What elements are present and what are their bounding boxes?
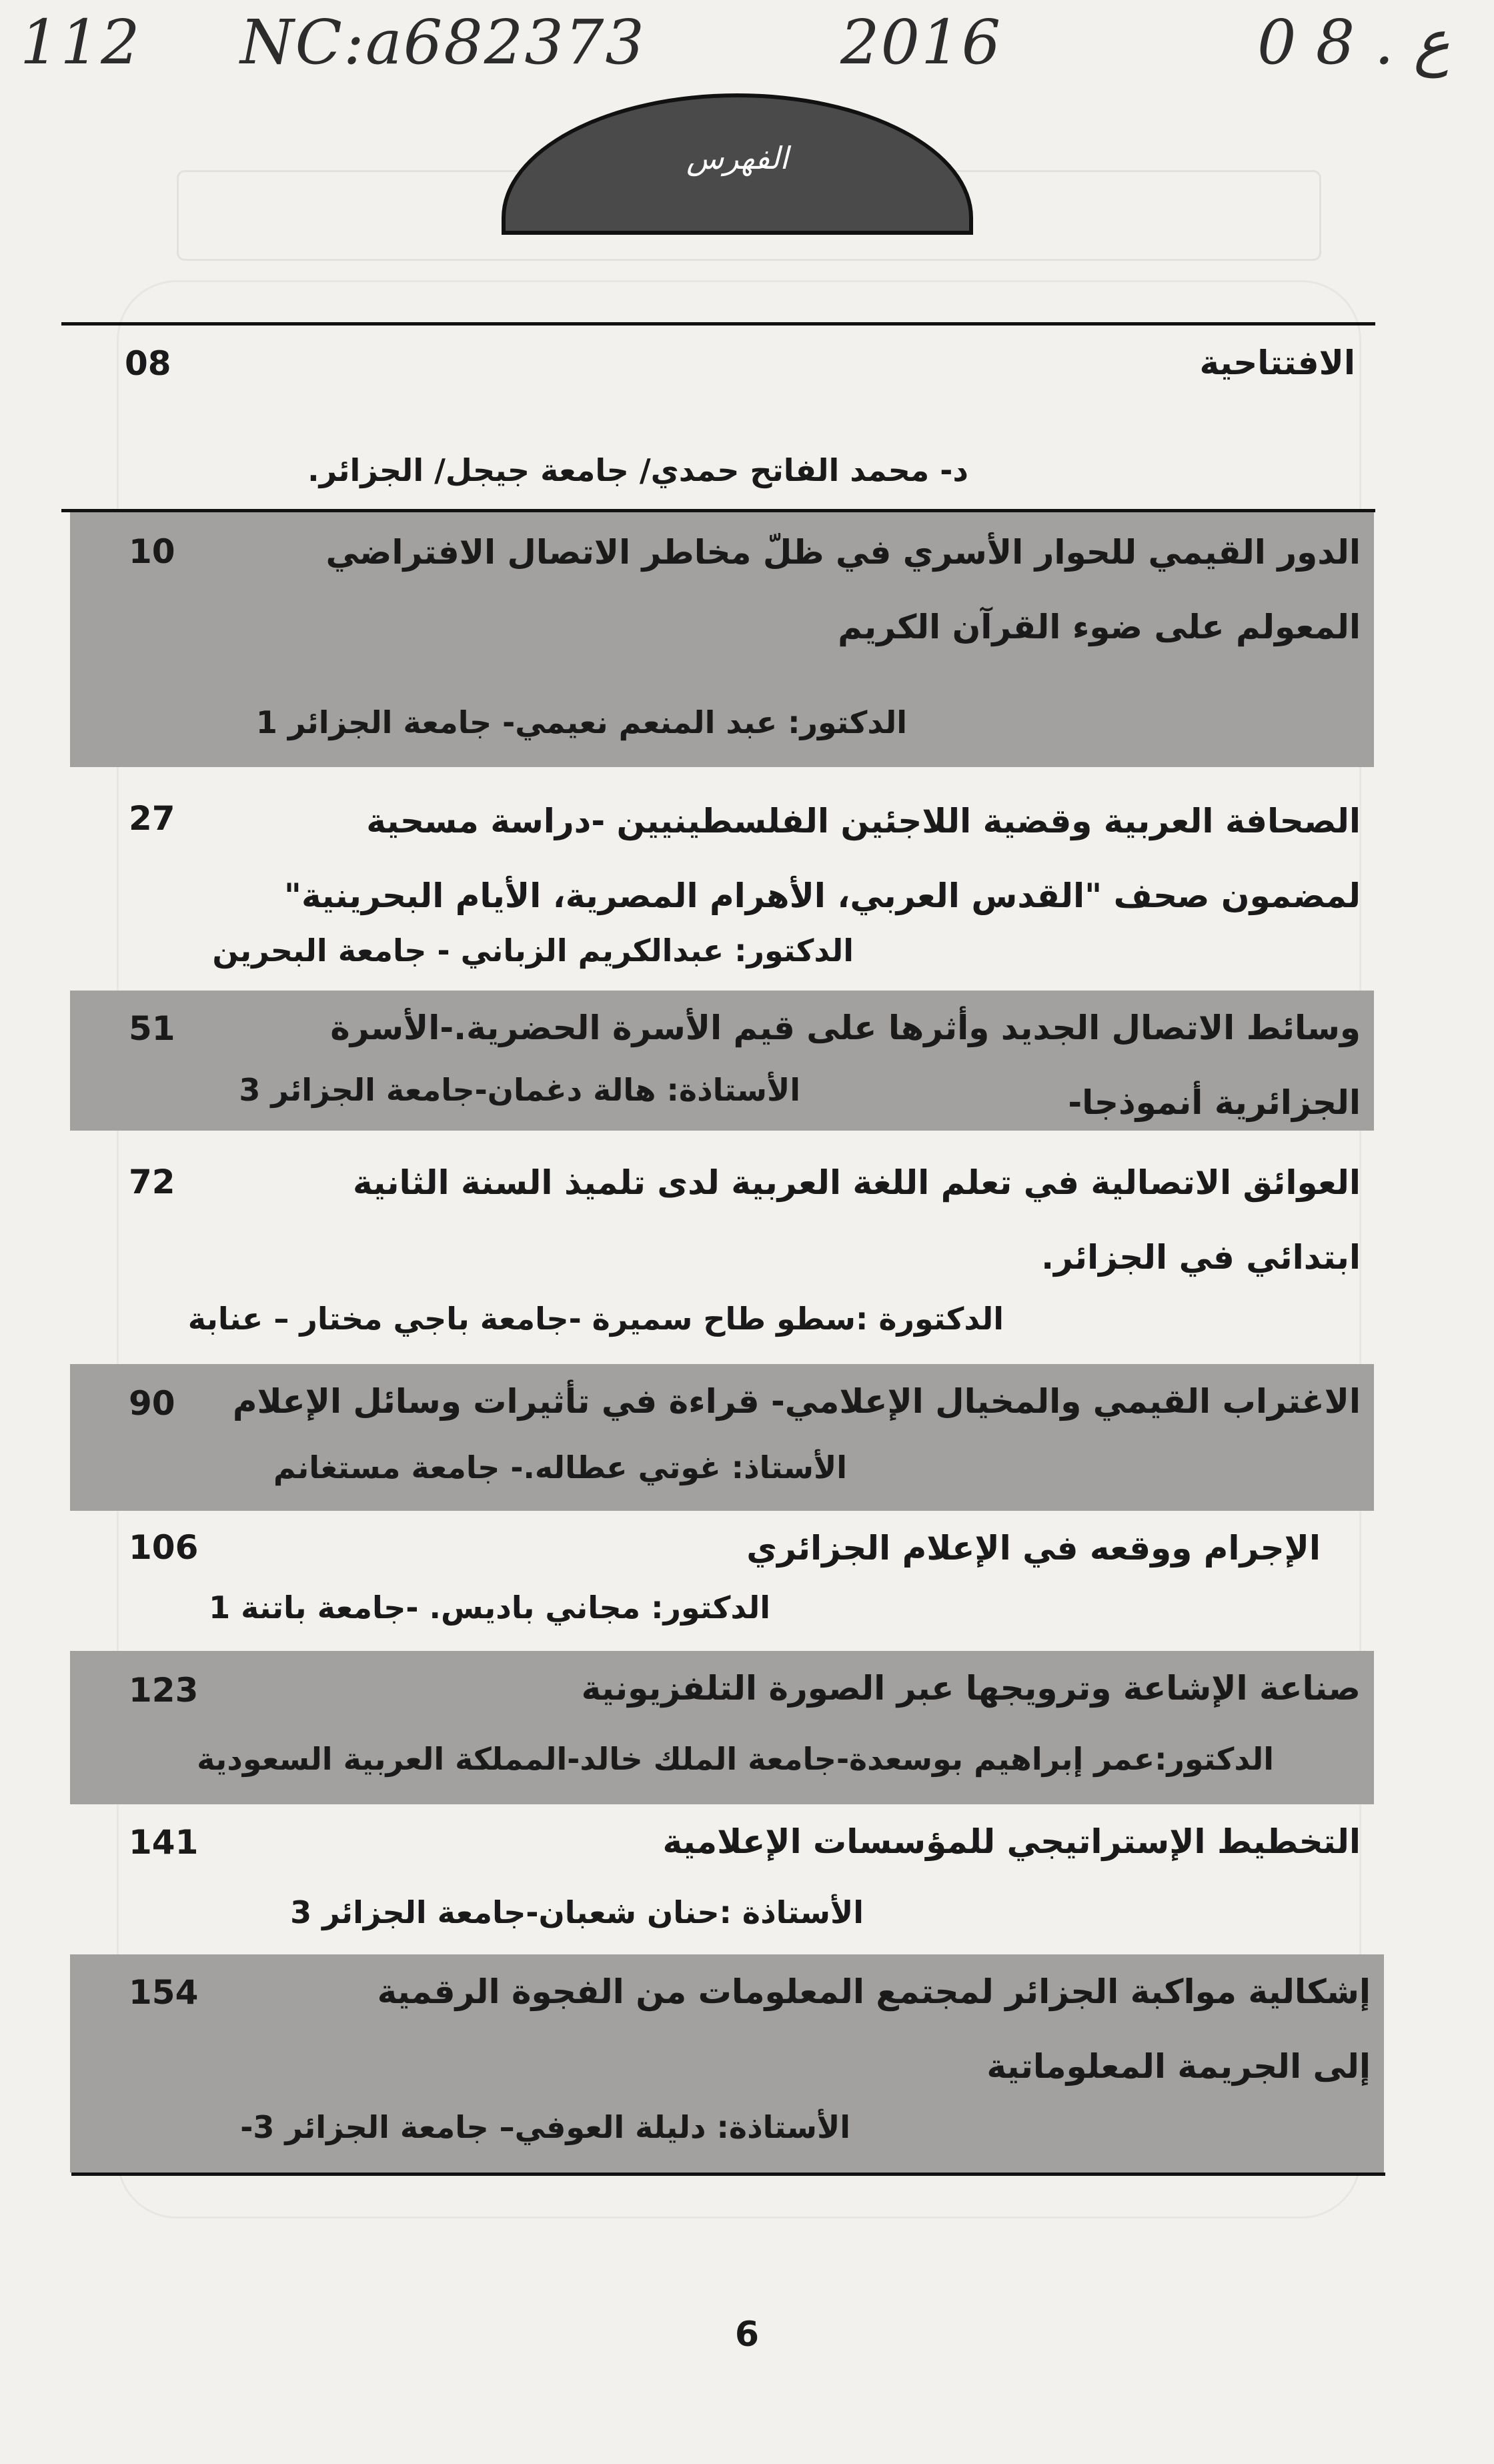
toc-entry: [70, 1511, 1374, 1651]
handwritten-note-year: 2016: [840, 7, 1002, 78]
entry-title: وسائط الاتصال الجديد وأثرها على قيم الأسرة الحضرية.-الأسرة الجزائرية أنموذجا-: [330, 1009, 1361, 1122]
entry-author: الأستاذة :حنان شعبان-جامعة الجزائر 3: [290, 1894, 864, 1930]
entry-author: الأستاذة: هالة دغمان-جامعة الجزائر 3: [239, 1072, 800, 1108]
entry-title: صناعة الإشاعة وترويجها عبر الصورة التلفزيونية: [581, 1669, 1361, 1708]
entry-author: الدكتور: عبدالكريم الزباني - جامعة البحرين: [212, 933, 854, 969]
entry-title: الدور القيمي للحوار الأسري في ظلّ مخاطر الاتصال الافتراضي المعولم على ضوء القرآن الكريم: [325, 533, 1361, 646]
handwritten-note-right: ع . 8 0: [1257, 7, 1450, 78]
toc-entry: [70, 512, 1374, 767]
bottom-rule: [71, 2173, 1385, 2176]
toc-entry: [70, 1954, 1384, 2173]
entry-title: الافتتاحية: [1199, 344, 1355, 382]
entry-page: 27: [129, 799, 175, 838]
entry-page: 106: [129, 1528, 199, 1567]
entry-title: الاغتراب القيمي والمخيال الإعلامي- قراءة في تأثيرات وسائل الإعلام: [232, 1382, 1361, 1421]
entry-page: 08: [125, 344, 171, 383]
handwritten-note-left: 112: [20, 7, 141, 78]
toc-entry: [70, 1364, 1374, 1511]
entry-page: 154: [129, 1973, 199, 2012]
toc-entry: [70, 991, 1374, 1131]
entry-title: الإجرام ووقعه في الإعلام الجزائري: [746, 1529, 1321, 1568]
entry-title: الصحافة العربية وقضية اللاجئين الفلسطينيين -دراسة مسحية لمضمون صحف "القدس العربي، الأهرام المصرية، الأيام البحرينية": [283, 802, 1361, 915]
entry-author: الدكتورة :سطو طاح سميرة -جامعة باجي مختار – عنابة: [187, 1301, 1004, 1337]
entry-page: 141: [129, 1823, 199, 1862]
toc-entry: [70, 767, 1374, 991]
entry-author: الدكتور: مجاني باديس. -جامعة باتنة 1: [209, 1590, 770, 1626]
page-number: 6: [734, 2315, 760, 2355]
toc-entry: [70, 1804, 1374, 1954]
entry-title: التخطيط الإستراتيجي للمؤسسات الإعلامية: [662, 1822, 1361, 1861]
entry-author: الأستاذة: دليلة العوفي– جامعة الجزائر 3-: [240, 2109, 850, 2145]
toc-entry: [70, 1131, 1374, 1364]
entry-title: العوائق الاتصالية في تعلم اللغة العربية لدى تلميذ السنة الثانية ابتدائي في الجزائر.: [353, 1163, 1361, 1277]
title-tab: [502, 93, 973, 235]
entry-author: الدكتور: عبد المنعم نعيمي- جامعة الجزائر 1: [255, 704, 907, 740]
entry-page: 51: [129, 1009, 175, 1048]
entry-page: 90: [129, 1384, 175, 1423]
toc-entry: [70, 1651, 1374, 1804]
entry-page: 123: [129, 1671, 199, 1710]
handwritten-note-code: NC:a682373: [240, 7, 646, 78]
entry-author: الأستاذ: غوتي عطاله.- جامعة مستغانم: [273, 1449, 847, 1485]
entry-author: الدكتور:عمر إبراهيم بوسعدة-جامعة الملك خالد-المملكة العربية السعودية: [197, 1741, 1274, 1777]
toc-entry: [61, 326, 1375, 509]
entry-author: د- محمد الفاتح حمدي/ جامعة جيجل/ الجزائر.: [307, 452, 968, 488]
entry-page: 10: [129, 532, 175, 571]
entry-page: 72: [129, 1163, 175, 1201]
entry-title: إشكالية مواكبة الجزائر لمجتمع المعلومات من الفجوة الرقمية إلى الجريمة المعلوماتية: [377, 1972, 1371, 2086]
page-title: الفهرس: [686, 140, 788, 176]
